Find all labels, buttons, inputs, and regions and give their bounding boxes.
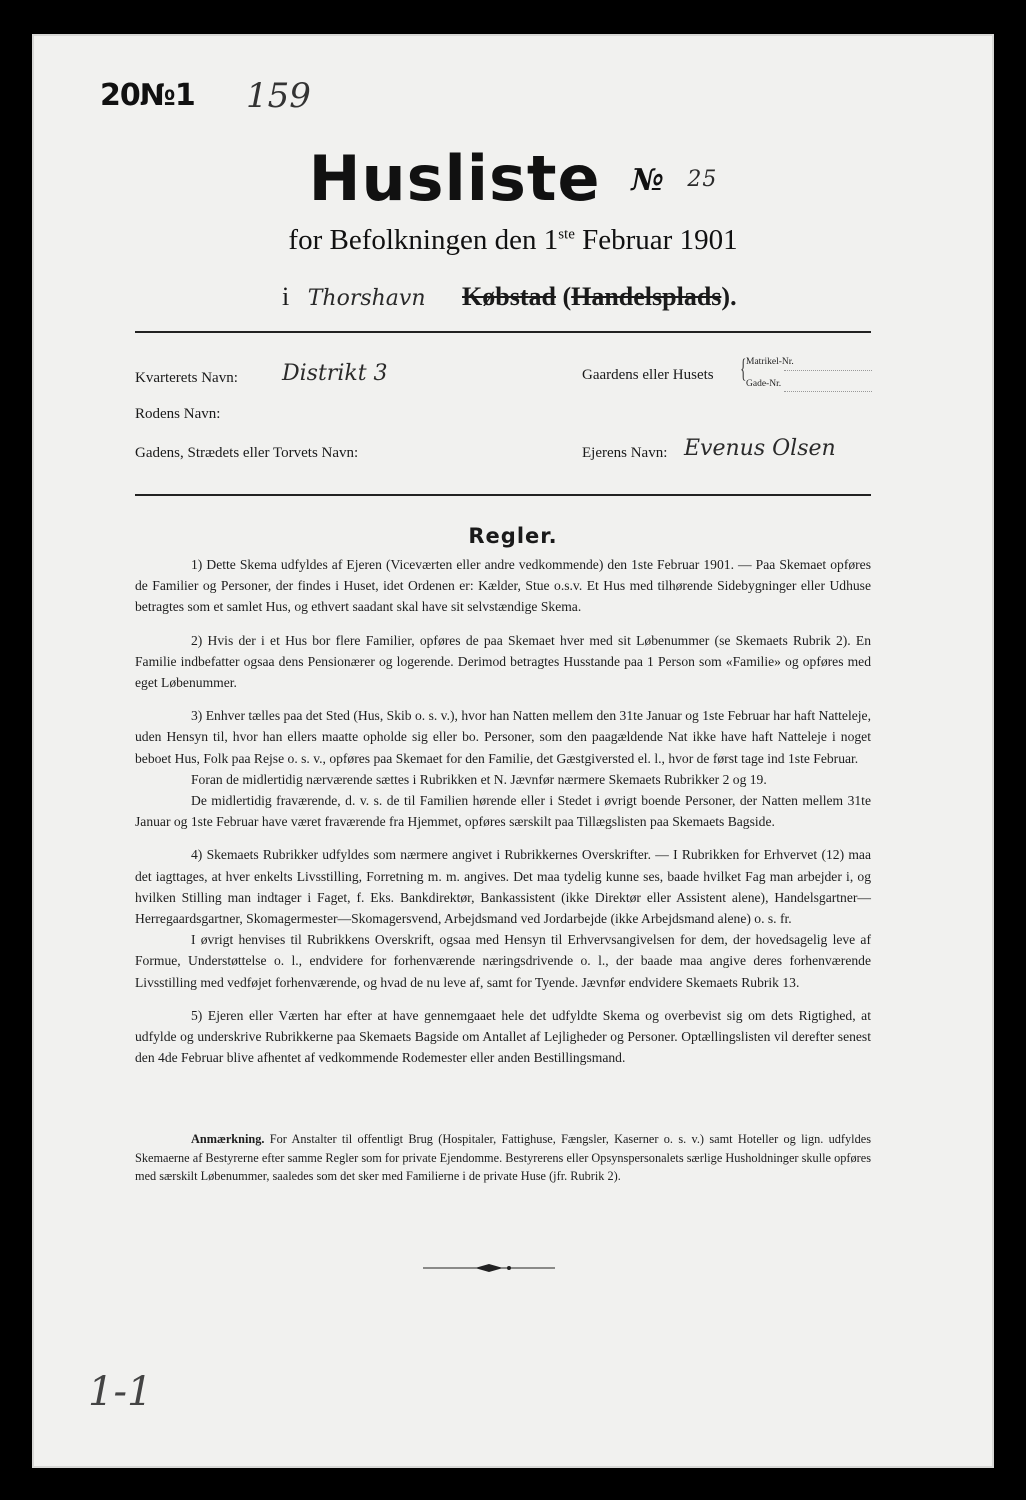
place-alt-struck: Handelsplads	[571, 282, 722, 311]
subtitle-sup: ste	[558, 226, 575, 243]
page-subtitle	[32, 224, 994, 257]
gaard-label: Gaardens eller Husets	[582, 367, 714, 383]
note-label: Anmærkning.	[191, 1132, 265, 1146]
gade-nr-line	[784, 391, 872, 392]
matrikel-line	[784, 370, 872, 371]
rule-paragraph: 2) Hvis der i et Hus bor flere Familier, opføres de paa Skemaet hver med sit Løbenummer (se Skemaets Rubrik 2). En Familie indbefatter ogsaa dens Pensionærer og logerende. Derimod betragtes Husstande paa 1 Person som «Familie» og opføres med eget Løbenummer.	[135, 632, 871, 691]
gade-label: Gadens, Strædets eller Torvets Navn:	[135, 445, 359, 461]
ejer-value: Evenus Olsen	[684, 436, 836, 461]
note-text: For Anstalter til offentligt Brug (Hospitaler, Fattighuse, Fængsler, Kaserner o. s. v.) samt Hoteller og lign. udfyldes Skemaerne af Bestyrerne efter samme Regler som for private Ejendomme. Bestyrerens eller Opsynspersonalets særlige Husholdninger skulle opføres med særskilt Løbenummer, saaledes som det sker med Familierne i de private Huse (jfr. Rubrik 2).	[135, 1132, 871, 1184]
brace-mark: {	[740, 354, 747, 383]
place-alt-close: ).	[721, 282, 737, 311]
place-alt	[562, 282, 736, 311]
kvarter-label: Kvarterets Navn:	[135, 370, 238, 386]
rule-paragraph: 5) Ejeren eller Værten har efter at have gennemgaaet hele det udfyldte Skema og overbevist sig om dets Rigtighed, at udfylde og underskrive Rubrikkerne paa Skemaets Bagside om Antallet af Lejligheder og Personer. Optællingslisten vil derefter senest den 4de Februar blive afhentet af vedkommende Rodemester eller anden Bestillingsmand.	[135, 1007, 871, 1066]
place-type-struck: Købstad	[462, 282, 556, 311]
handwritten-corner-mark: 159	[246, 76, 311, 116]
subtitle-pre: for Befolkningen den 1	[288, 224, 559, 256]
rules-body	[135, 554, 871, 1068]
middle-divider	[135, 494, 871, 496]
handwritten-bottom-mark: 1-1	[88, 1369, 153, 1415]
gade-nr-label: Gade-Nr.	[746, 379, 782, 389]
number-label: №	[631, 163, 665, 198]
top-divider	[135, 331, 871, 333]
handwritten-town: Thorshavn	[307, 286, 426, 311]
place-line	[282, 282, 737, 312]
title-text: Husliste	[308, 142, 601, 215]
place-alt-open: (	[562, 282, 572, 311]
subtitle-post: Februar 1901	[574, 224, 738, 256]
rule-paragraph: Foran de midlertidig nærværende sættes i Rubrikken et N. Jævnfør nærmere Skemaets Rubrikker 2 og 19.	[191, 771, 767, 787]
handwritten-list-number: 25	[687, 167, 718, 192]
archive-stamp: 20№1	[100, 78, 195, 113]
rule-paragraph: I øvrigt henvises til Rubrikkens Overskrift, ogsaa med Hensyn til Erhvervsangivelsen for dem, der hovedsagelig leve af Formue, Understøttelse o. l., endvidere for forhenværende næringsdrivende o. l., der baade maa angive deres forhenværende Livsstilling med vedføjet forhenværende, og hvad de nu leve af, samt for Tyende. Jævnfør endvidere Skemaets Rubrik 13.	[135, 932, 871, 990]
rule-paragraph: 1) Dette Skema udfyldes af Ejeren (Viceværten eller andre vedkommende) den 1ste Februar 1901. — Paa Skemaet opføres de Familier og Personer, der findes i Huset, idet Ordenen er: Kælder, Stue o.s.v. Et Hus med tilhørende Sidebygninger eller Udhuse betragtes som et samlet Hus, og ethvert saadant skal have sit selvstændige Skema.	[135, 557, 871, 615]
ejer-label: Ejerens Navn:	[582, 445, 668, 461]
page-title	[32, 142, 994, 215]
rule-paragraph: 3) Enhver tælles paa det Sted (Hus, Skib o. s. v.), hvor han Natten mellem den 31te Januar og 1ste Februar har haft Natteleje, uden Hensyn til, hvor han ellers maatte opholde sig eller bo. Personer, som den paagældende Nat ikke have haft Natteleje i noget beboet Hus, Folk paa Rejse o. s. v., opføres paa Skemaet for den Familie, det Gæstgiversted el. l., hvor de først tage ind 1ste Februar.	[135, 708, 871, 766]
matrikel-label: Matrikel-Nr.	[746, 357, 794, 367]
rule-paragraph: 4) Skemaets Rubrikker udfyldes som nærmere angivet i Rubrikkernes Overskrifter. — I Rubrikken for Erhvervet (12) maa det iagttages, at hver enkelts Livsstilling, Forretning m. m. angives. Det maa tydelig kunne ses, baade hvilket Fag man arbejder i, og hvilken Stilling man indtager i Faget, f. Eks. Bankdirektør, Bankassistent (ikke Direktør eller Assistent alene), Handelsgartner—Herregaardsgartner, Skomagermester—Skomagersvend, Arbejdsmand ved Jordarbejde (ikke Arbejdsmand alene) o. s. fr.	[135, 847, 871, 927]
census-sheet	[32, 34, 994, 1468]
roden-label: Rodens Navn:	[135, 406, 221, 422]
annotation-note	[135, 1130, 871, 1186]
place-prefix: i	[282, 282, 290, 311]
rules-heading: Regler.	[468, 524, 558, 548]
ornament-divider	[423, 1262, 555, 1274]
kvarter-value: Distrikt 3	[282, 361, 388, 386]
rule-paragraph: De midlertidig fraværende, d. v. s. de til Familien hørende eller i Stedet i øvrigt boende Personer, der Natten mellem 31te Januar og 1ste Februar have været fraværende fra Hjemmet, opføres særskilt paa Tillægslisten paa Skemaets Bagside.	[135, 793, 871, 830]
